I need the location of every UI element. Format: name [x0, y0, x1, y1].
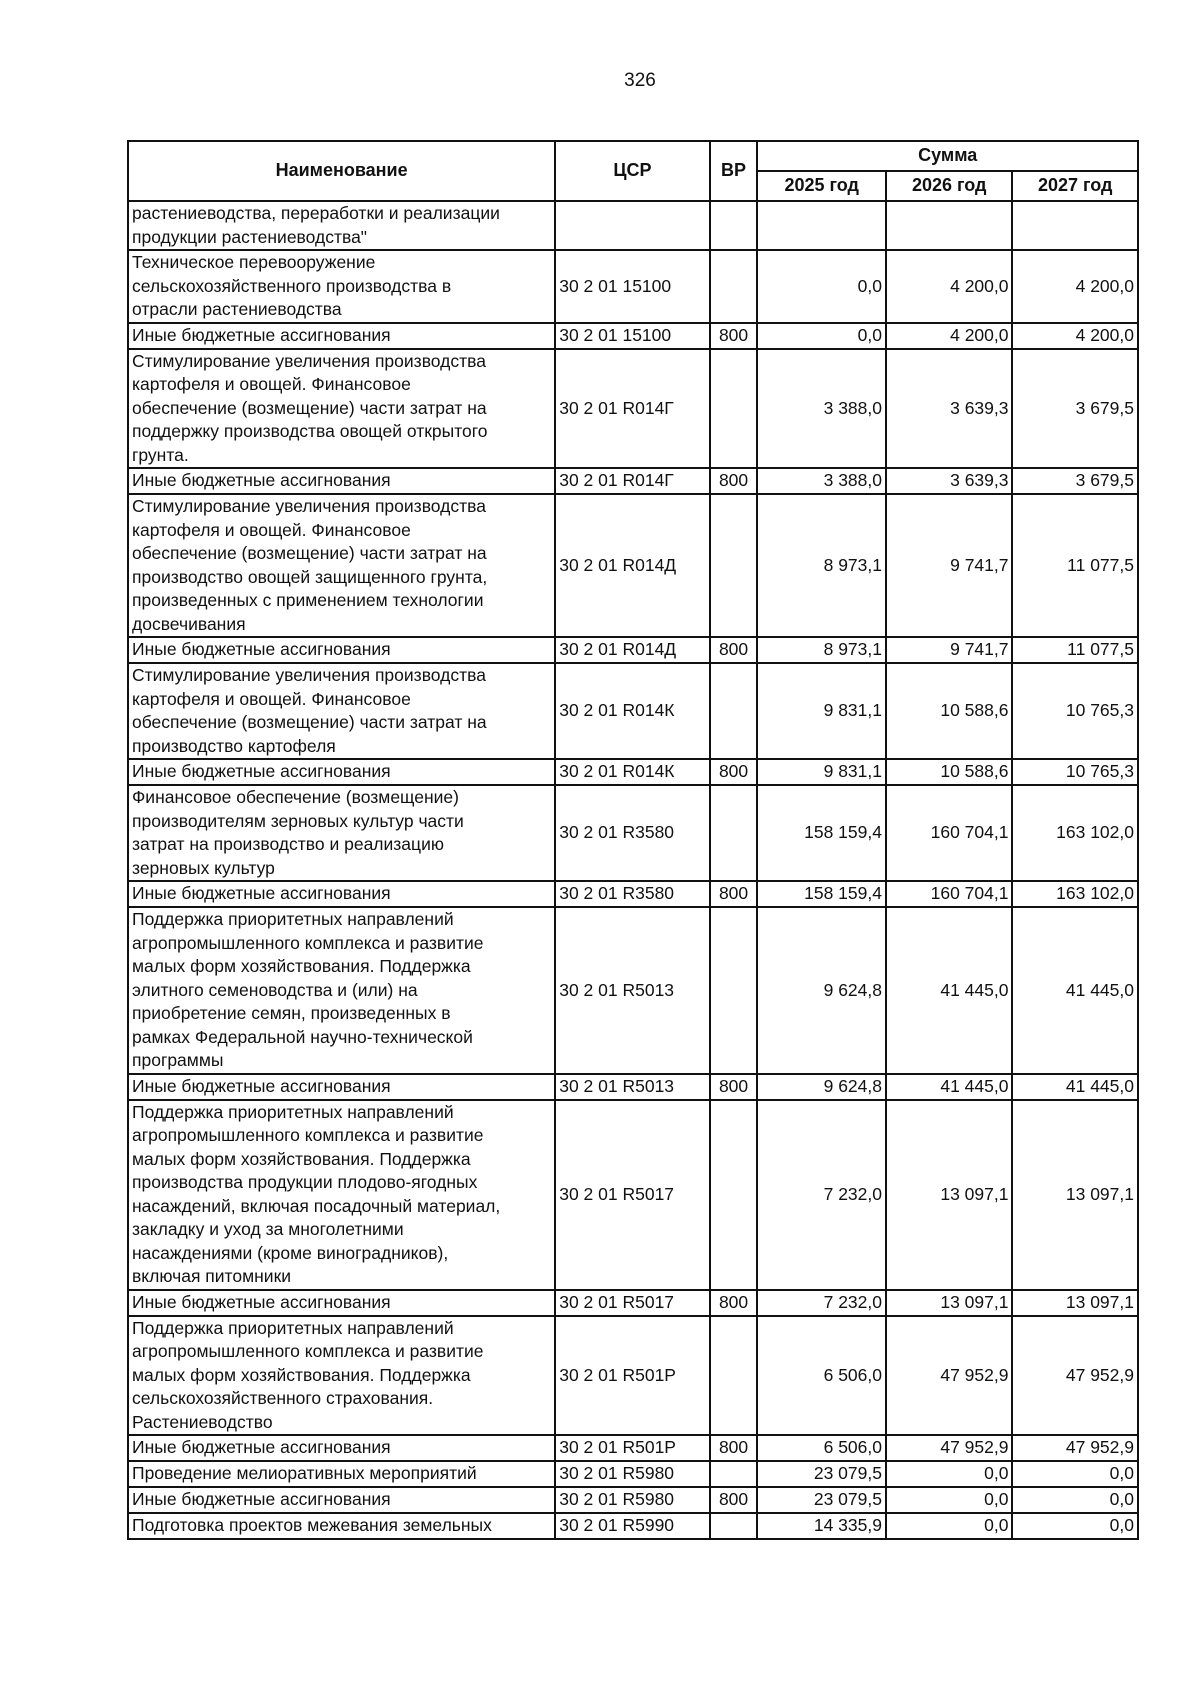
row-2027-cell: 3 679,5 — [1012, 468, 1138, 494]
row-name-cell: Иные бюджетные ассигнования — [128, 1487, 555, 1513]
row-csr-cell: 30 2 01 15100 — [555, 250, 710, 323]
row-name-cell: Иные бюджетные ассигнования — [128, 637, 555, 663]
row-2026-cell: 47 952,9 — [886, 1435, 1013, 1461]
table-row — [128, 1316, 1138, 1436]
header-vr: ВР — [710, 141, 758, 201]
row-2025-cell: 158 159,4 — [757, 881, 886, 907]
row-vr-cell — [710, 250, 758, 323]
row-csr-cell: 30 2 01 R5990 — [555, 1513, 710, 1539]
row-2026-cell: 10 588,6 — [886, 759, 1013, 785]
row-2025-cell: 7 232,0 — [757, 1290, 886, 1316]
row-2027-cell: 0,0 — [1012, 1513, 1138, 1539]
row-2026-cell: 0,0 — [886, 1513, 1013, 1539]
row-2027-cell: 163 102,0 — [1012, 785, 1138, 881]
row-2025-cell — [757, 201, 886, 250]
row-2025-cell: 9 624,8 — [757, 1074, 886, 1100]
row-2027-cell: 0,0 — [1012, 1487, 1138, 1513]
table-row — [128, 250, 1138, 323]
row-csr-cell: 30 2 01 R014Д — [555, 494, 710, 637]
row-2027-cell: 0,0 — [1012, 1461, 1138, 1487]
row-2025-cell: 3 388,0 — [757, 349, 886, 469]
row-2025-cell: 0,0 — [757, 250, 886, 323]
header-csr: ЦСР — [555, 141, 710, 201]
row-2025-cell: 8 973,1 — [757, 637, 886, 663]
row-2027-cell: 13 097,1 — [1012, 1290, 1138, 1316]
table-row — [128, 201, 1138, 250]
row-csr-cell: 30 2 01 R3580 — [555, 881, 710, 907]
row-csr-cell: 30 2 01 R501Р — [555, 1316, 710, 1436]
row-vr-cell — [710, 1461, 758, 1487]
table-body — [128, 201, 1138, 1539]
row-vr-cell — [710, 1316, 758, 1436]
row-csr-cell: 30 2 01 R5017 — [555, 1100, 710, 1290]
row-2025-cell: 158 159,4 — [757, 785, 886, 881]
row-csr-cell: 30 2 01 R5017 — [555, 1290, 710, 1316]
row-vr-cell: 800 — [710, 468, 758, 494]
row-2025-cell: 6 506,0 — [757, 1435, 886, 1461]
table-row — [128, 494, 1138, 637]
header-name: Наименование — [128, 141, 555, 201]
row-vr-cell — [710, 907, 758, 1074]
row-vr-cell: 800 — [710, 1435, 758, 1461]
row-2026-cell: 9 741,7 — [886, 637, 1013, 663]
row-2026-cell: 3 639,3 — [886, 349, 1013, 469]
row-2027-cell: 11 077,5 — [1012, 494, 1138, 637]
row-csr-cell: 30 2 01 R5980 — [555, 1487, 710, 1513]
row-name-cell: Поддержка приоритетных направлений агропромышленного комплекса и развитие малых форм хозяйствования. Поддержка производства продукции плодово-ягодных насаждений, включая посадочный материал, закладку и уход за многолетними насаждениями (кроме виноградников), включая питомники — [128, 1100, 555, 1290]
row-name-cell: Техническое перевооружение сельскохозяйственного производства в отрасли растениеводства — [128, 250, 555, 323]
row-2027-cell: 41 445,0 — [1012, 1074, 1138, 1100]
table-header-row — [128, 141, 1138, 171]
row-vr-cell: 800 — [710, 1487, 758, 1513]
table-row — [128, 1290, 1138, 1316]
row-2025-cell: 9 831,1 — [757, 759, 886, 785]
table-row — [128, 1487, 1138, 1513]
row-name-cell: Подготовка проектов межевания земельных — [128, 1513, 555, 1539]
row-csr-cell: 30 2 01 R5980 — [555, 1461, 710, 1487]
budget-table — [127, 140, 1139, 1540]
row-vr-cell — [710, 1100, 758, 1290]
row-2025-cell: 0,0 — [757, 323, 886, 349]
row-vr-cell: 800 — [710, 1074, 758, 1100]
row-vr-cell — [710, 785, 758, 881]
page-number: 326 — [624, 70, 656, 91]
row-name-cell: Стимулирование увеличения производства картофеля и овощей. Финансовое обеспечение (возмещение) части затрат на производство овощей защищенного грунта, произведенных с применением технологии досвечивания — [128, 494, 555, 637]
table-row — [128, 785, 1138, 881]
row-name-cell: Иные бюджетные ассигнования — [128, 1435, 555, 1461]
row-csr-cell: 30 2 01 R014К — [555, 663, 710, 759]
table-row — [128, 907, 1138, 1074]
header-2025: 2025 год — [757, 171, 886, 201]
row-2027-cell: 11 077,5 — [1012, 637, 1138, 663]
row-csr-cell: 30 2 01 R5013 — [555, 1074, 710, 1100]
row-2027-cell: 10 765,3 — [1012, 759, 1138, 785]
row-csr-cell: 30 2 01 R014К — [555, 759, 710, 785]
row-2025-cell: 23 079,5 — [757, 1487, 886, 1513]
row-2026-cell: 13 097,1 — [886, 1100, 1013, 1290]
row-2027-cell: 41 445,0 — [1012, 907, 1138, 1074]
row-2026-cell: 47 952,9 — [886, 1316, 1013, 1436]
row-csr-cell: 30 2 01 R014Г — [555, 468, 710, 494]
table-row — [128, 1100, 1138, 1290]
row-2025-cell: 14 335,9 — [757, 1513, 886, 1539]
header-2026: 2026 год — [886, 171, 1013, 201]
row-2025-cell: 9 624,8 — [757, 907, 886, 1074]
row-name-cell: Иные бюджетные ассигнования — [128, 759, 555, 785]
row-vr-cell — [710, 494, 758, 637]
row-2025-cell: 6 506,0 — [757, 1316, 886, 1436]
table-row — [128, 323, 1138, 349]
row-name-cell: Иные бюджетные ассигнования — [128, 881, 555, 907]
row-name-cell: Иные бюджетные ассигнования — [128, 1074, 555, 1100]
table-row — [128, 1461, 1138, 1487]
row-2026-cell: 13 097,1 — [886, 1290, 1013, 1316]
row-2026-cell: 4 200,0 — [886, 250, 1013, 323]
row-2025-cell: 23 079,5 — [757, 1461, 886, 1487]
row-vr-cell — [710, 1513, 758, 1539]
row-2027-cell: 10 765,3 — [1012, 663, 1138, 759]
row-2027-cell: 3 679,5 — [1012, 349, 1138, 469]
row-name-cell: Финансовое обеспечение (возмещение) производителям зерновых культур части затрат на производство и реализацию зерновых культур — [128, 785, 555, 881]
row-2026-cell: 3 639,3 — [886, 468, 1013, 494]
row-2026-cell: 0,0 — [886, 1461, 1013, 1487]
table-row — [128, 1513, 1138, 1539]
row-name-cell: Иные бюджетные ассигнования — [128, 323, 555, 349]
table-row — [128, 349, 1138, 469]
row-2027-cell: 163 102,0 — [1012, 881, 1138, 907]
row-2027-cell — [1012, 201, 1138, 250]
table-row — [128, 663, 1138, 759]
row-vr-cell — [710, 663, 758, 759]
row-name-cell: Иные бюджетные ассигнования — [128, 468, 555, 494]
row-csr-cell: 30 2 01 R014Г — [555, 349, 710, 469]
row-csr-cell: 30 2 01 R014Д — [555, 637, 710, 663]
row-vr-cell: 800 — [710, 881, 758, 907]
row-2026-cell: 4 200,0 — [886, 323, 1013, 349]
row-vr-cell — [710, 349, 758, 469]
row-2027-cell: 4 200,0 — [1012, 250, 1138, 323]
row-name-cell: Иные бюджетные ассигнования — [128, 1290, 555, 1316]
table-row — [128, 468, 1138, 494]
row-name-cell: растениеводства, переработки и реализации продукции растениеводства" — [128, 201, 555, 250]
row-name-cell: Поддержка приоритетных направлений агропромышленного комплекса и развитие малых форм хозяйствования. Поддержка элитного семеноводства и (или) на приобретение семян, произведенных в рамках Федеральной научно-технической программы — [128, 907, 555, 1074]
row-2027-cell: 4 200,0 — [1012, 323, 1138, 349]
row-name-cell: Стимулирование увеличения производства картофеля и овощей. Финансовое обеспечение (возмещение) части затрат на производство картофеля — [128, 663, 555, 759]
row-2025-cell: 9 831,1 — [757, 663, 886, 759]
row-2026-cell: 160 704,1 — [886, 881, 1013, 907]
row-2025-cell: 3 388,0 — [757, 468, 886, 494]
row-2026-cell: 41 445,0 — [886, 1074, 1013, 1100]
row-2025-cell: 8 973,1 — [757, 494, 886, 637]
header-2027: 2027 год — [1012, 171, 1138, 201]
row-csr-cell — [555, 201, 710, 250]
row-2026-cell: 41 445,0 — [886, 907, 1013, 1074]
row-vr-cell: 800 — [710, 323, 758, 349]
table-row — [128, 1435, 1138, 1461]
row-csr-cell: 30 2 01 R501Р — [555, 1435, 710, 1461]
row-vr-cell: 800 — [710, 759, 758, 785]
row-name-cell: Стимулирование увеличения производства картофеля и овощей. Финансовое обеспечение (возмещение) части затрат на поддержку производства овощей открытого грунта. — [128, 349, 555, 469]
table-row — [128, 881, 1138, 907]
table-row — [128, 637, 1138, 663]
row-2026-cell — [886, 201, 1013, 250]
header-sum: Сумма — [757, 141, 1138, 171]
row-2027-cell: 13 097,1 — [1012, 1100, 1138, 1290]
row-2027-cell: 47 952,9 — [1012, 1435, 1138, 1461]
row-vr-cell: 800 — [710, 1290, 758, 1316]
row-2026-cell: 160 704,1 — [886, 785, 1013, 881]
row-2026-cell: 10 588,6 — [886, 663, 1013, 759]
row-csr-cell: 30 2 01 R5013 — [555, 907, 710, 1074]
row-2025-cell: 7 232,0 — [757, 1100, 886, 1290]
table-row — [128, 1074, 1138, 1100]
row-name-cell: Проведение мелиоративных мероприятий — [128, 1461, 555, 1487]
table-row — [128, 759, 1138, 785]
row-name-cell: Поддержка приоритетных направлений агропромышленного комплекса и развитие малых форм хозяйствования. Поддержка сельскохозяйственного страхования. Растениеводство — [128, 1316, 555, 1436]
row-2026-cell: 9 741,7 — [886, 494, 1013, 637]
row-2027-cell: 47 952,9 — [1012, 1316, 1138, 1436]
row-csr-cell: 30 2 01 15100 — [555, 323, 710, 349]
row-vr-cell: 800 — [710, 637, 758, 663]
row-2026-cell: 0,0 — [886, 1487, 1013, 1513]
row-vr-cell — [710, 201, 758, 250]
row-csr-cell: 30 2 01 R3580 — [555, 785, 710, 881]
